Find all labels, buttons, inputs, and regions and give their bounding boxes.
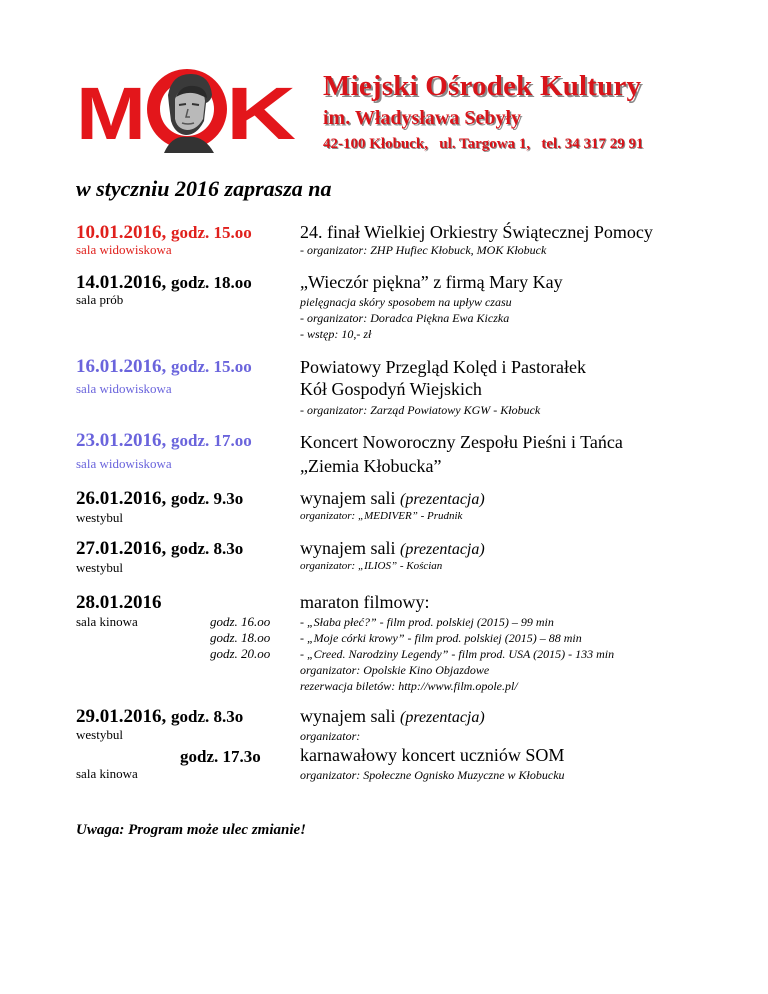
event-notes: pielęgnacja skóry sposobem na upływ czasu - organizator: Doradca Piękna Ewa Kiczka - wstęp: 10,- zł <box>300 295 512 341</box>
event-date: 16.01.2016, godz. 15.oo <box>76 356 252 377</box>
event-place: westybul <box>76 727 123 742</box>
institution-title: Miejski Ośrodek Kultury <box>323 70 642 102</box>
event-note: - organizator: Zarząd Powiatowy KGW - Kłobuck <box>300 403 541 417</box>
event-date: 10.01.2016, godz. 15.oo <box>76 222 252 243</box>
event-title: maraton filmowy: <box>300 592 430 612</box>
event-date: 26.01.2016, godz. 9.3o <box>76 488 244 509</box>
event-title: 24. finał Wielkiej Orkiestry Świątecznej Pomocy <box>300 222 653 242</box>
event-place: sala kinowa <box>76 614 138 629</box>
event-date: 14.01.2016, godz. 18.oo <box>76 272 252 293</box>
mok-logo <box>76 57 298 157</box>
event-place: westybul <box>76 510 123 525</box>
event-place: sala kinowa <box>76 766 138 781</box>
event-title: wynajem sali (prezentacja) <box>300 706 485 726</box>
event-place: sala prób <box>76 292 124 307</box>
event-note: organizator: <box>300 729 361 743</box>
event-title: karnawałowy koncert uczniów SOM <box>300 745 565 765</box>
intro-heading: w styczniu 2016 zaprasza na <box>76 176 332 201</box>
svg-text:M: M <box>76 72 146 155</box>
event-place: sala widowiskowa <box>76 456 172 471</box>
event-place: westybul <box>76 560 123 575</box>
event-note: organizator: Społeczne Ognisko Muzyczne w Kłobucku <box>300 768 565 782</box>
event-note: - organizator: ZHP Hufiec Kłobuck, MOK Kłobuck <box>300 243 547 257</box>
event-note: organizator: „ILIOS” - Kościan <box>300 560 443 572</box>
event-time: godz. 17.3o <box>180 747 261 766</box>
event-note: organizator: „MEDIVER” - Prudnik <box>300 510 463 522</box>
event-notes: - „Słaba płeć?” - film prod. polskiej (2015) – 99 min - „Moje córki krowy” - film prod. polskiej (2015) – 88 min - „Creed. Narodziny Legendy” - film prod. USA (2015) - 133 min organizator: Opolskie Kino Objazdowe rezerwacja biletów: http://www.film.opole.pl/ <box>300 615 615 693</box>
event-title: Koncert Noworoczny Zespołu Pieśni i Tańca „Ziemia Kłobucka” <box>300 432 623 476</box>
program-change-warning: Uwaga: Program może ulec zmianie! <box>76 822 307 838</box>
institution-address: 42-100 Kłobuck, ul. Targowa 1, tel. 34 317 29 91 <box>323 136 644 152</box>
event-place: sala widowiskowa <box>76 381 172 396</box>
event-place: sala widowiskowa <box>76 242 172 257</box>
svg-text:K: K <box>226 72 296 155</box>
event-date: 27.01.2016, godz. 8.3o <box>76 538 244 559</box>
event-title: wynajem sali (prezentacja) <box>300 538 485 558</box>
event-date: 23.01.2016, godz. 17.oo <box>76 430 252 451</box>
event-date: 29.01.2016, godz. 8.3o <box>76 706 244 727</box>
event-date: 28.01.2016 <box>76 592 162 613</box>
event-title: wynajem sali (prezentacja) <box>300 488 485 508</box>
event-sessions: godz. 16.oo godz. 18.oo godz. 20.oo <box>210 614 271 661</box>
institution-subtitle: im. Władysława Sebyły <box>323 107 521 129</box>
event-title: Powiatowy Przegląd Kolęd i Pastorałek Kół Gospodyń Wiejskich <box>300 357 586 399</box>
event-title: „Wieczór piękna” z firmą Mary Kay <box>300 272 563 292</box>
